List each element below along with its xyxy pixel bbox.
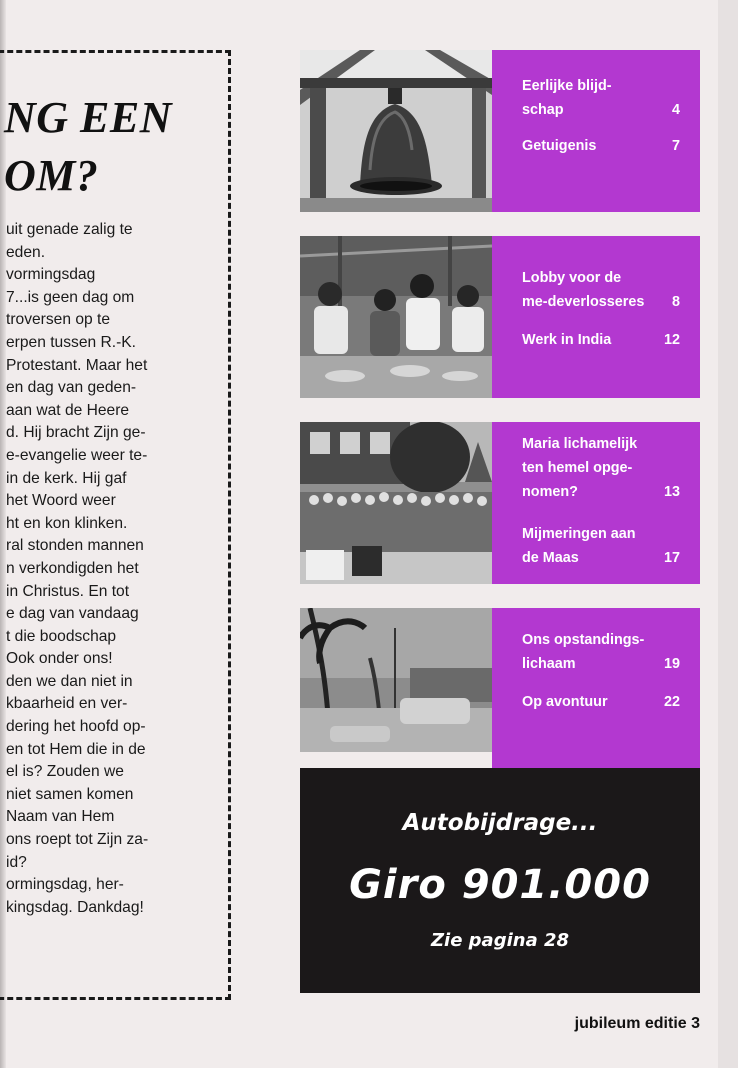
- bell-photo: [300, 50, 492, 212]
- article-line: e-evangelie weer te-: [6, 446, 148, 464]
- toc-panel-3: [492, 422, 700, 584]
- children-photo: [300, 236, 492, 398]
- toc-title: Lobby voor de me-deverlosseres: [522, 270, 645, 310]
- article-headline-line2: OM?: [4, 151, 99, 200]
- toc-panel-4: [492, 608, 700, 770]
- toc-title: Maria lichamelijk ten hemel opge-nomen?: [522, 436, 638, 500]
- toc-page-number: 19: [663, 656, 680, 672]
- article-line: in Christus. En tot: [6, 582, 130, 600]
- article-line: in de kerk. Hij gaf: [6, 469, 127, 487]
- toc-page-number: 13: [663, 484, 680, 500]
- article-line: ons roept tot Zijn za-: [6, 831, 149, 849]
- article-line: Ook onder ons!: [6, 650, 113, 668]
- article-line: kingsdag. Dankdag!: [6, 898, 144, 916]
- article-line: het Woord weer: [6, 492, 116, 510]
- toc-block-4: [300, 608, 700, 770]
- article-line: en tot Hem die in de: [6, 740, 146, 758]
- toc-entry[interactable]: [522, 74, 680, 122]
- article-line: 7...is geen dag om: [6, 288, 135, 306]
- toc-page-number: 8: [671, 294, 680, 310]
- toc-block-1: [300, 50, 700, 212]
- crowd-photo: [300, 422, 492, 584]
- article-line: dering het hoofd op-: [6, 718, 146, 736]
- page-footer: jubileum editie 3: [574, 1015, 700, 1032]
- promo-line1: Autobijdrage...: [402, 810, 598, 836]
- article-line: ormingsdag, her-: [6, 876, 124, 894]
- toc-panel-1: [492, 50, 700, 212]
- toc-block-3: [300, 422, 700, 584]
- toc-block-2: [300, 236, 700, 398]
- article-line: troversen op te: [6, 311, 111, 329]
- toc-entry[interactable]: [522, 328, 680, 352]
- toc-title: Eerlijke blijd-schap: [522, 78, 612, 118]
- article-line: erpen tussen R.-K.: [6, 333, 137, 351]
- giro-promo-box: [300, 768, 700, 993]
- article-line: aan wat de Heere: [6, 401, 130, 419]
- toc-title: Mijmeringen aan de Maas: [522, 526, 636, 566]
- toc-panel-2: [492, 236, 700, 398]
- article-line: vormingsdag: [6, 266, 96, 284]
- article-line: n verkondigden het: [6, 559, 139, 577]
- toc-title: Op avontuur: [522, 694, 608, 710]
- toc-title: Getuigenis: [522, 138, 597, 154]
- promo-line3: Zie pagina 28: [430, 930, 570, 951]
- street-photo: [300, 608, 492, 770]
- article-headline-line1: NG EEN: [4, 93, 173, 142]
- article-line: niet samen komen: [6, 785, 134, 803]
- toc-entry[interactable]: [522, 134, 680, 158]
- toc-entry[interactable]: [522, 690, 680, 714]
- article-line: ral stonden mannen: [6, 537, 144, 555]
- toc-page-number: 17: [663, 550, 680, 566]
- toc-page-number: 4: [671, 102, 680, 118]
- article-body: [6, 219, 222, 919]
- article-line: e dag van vandaag: [6, 605, 139, 623]
- page-edge: [718, 0, 738, 1068]
- toc-title: Werk in India: [522, 332, 612, 348]
- article-line: en dag van geden-: [6, 379, 137, 397]
- article-line: d. Hij bracht Zijn ge-: [6, 424, 146, 442]
- toc-title: Ons opstandings-lichaam: [522, 632, 645, 672]
- article-line: uit genade zalig te: [6, 221, 133, 238]
- toc-entry[interactable]: [522, 266, 680, 314]
- toc-page-number: 22: [663, 694, 680, 710]
- article-line: el is? Zouden we: [6, 763, 124, 781]
- article-line: id?: [6, 853, 27, 871]
- article-line: eden.: [6, 243, 46, 261]
- article-line: Protestant. Maar het: [6, 356, 148, 374]
- toc-entry[interactable]: [522, 628, 680, 676]
- article-line: kbaarheid en ver-: [6, 695, 128, 713]
- article-line: ht en kon klinken.: [6, 514, 128, 532]
- article-line: Naam van Hem: [6, 808, 115, 826]
- promo-giro-number: Giro 901.000: [349, 862, 651, 908]
- toc-page-number: 7: [671, 138, 680, 154]
- toc-entry[interactable]: [522, 432, 680, 504]
- toc-page-number: 12: [663, 332, 680, 348]
- article-line: t die boodschap: [6, 627, 117, 645]
- toc-entry[interactable]: [522, 522, 680, 570]
- article-line: den we dan niet in: [6, 672, 133, 690]
